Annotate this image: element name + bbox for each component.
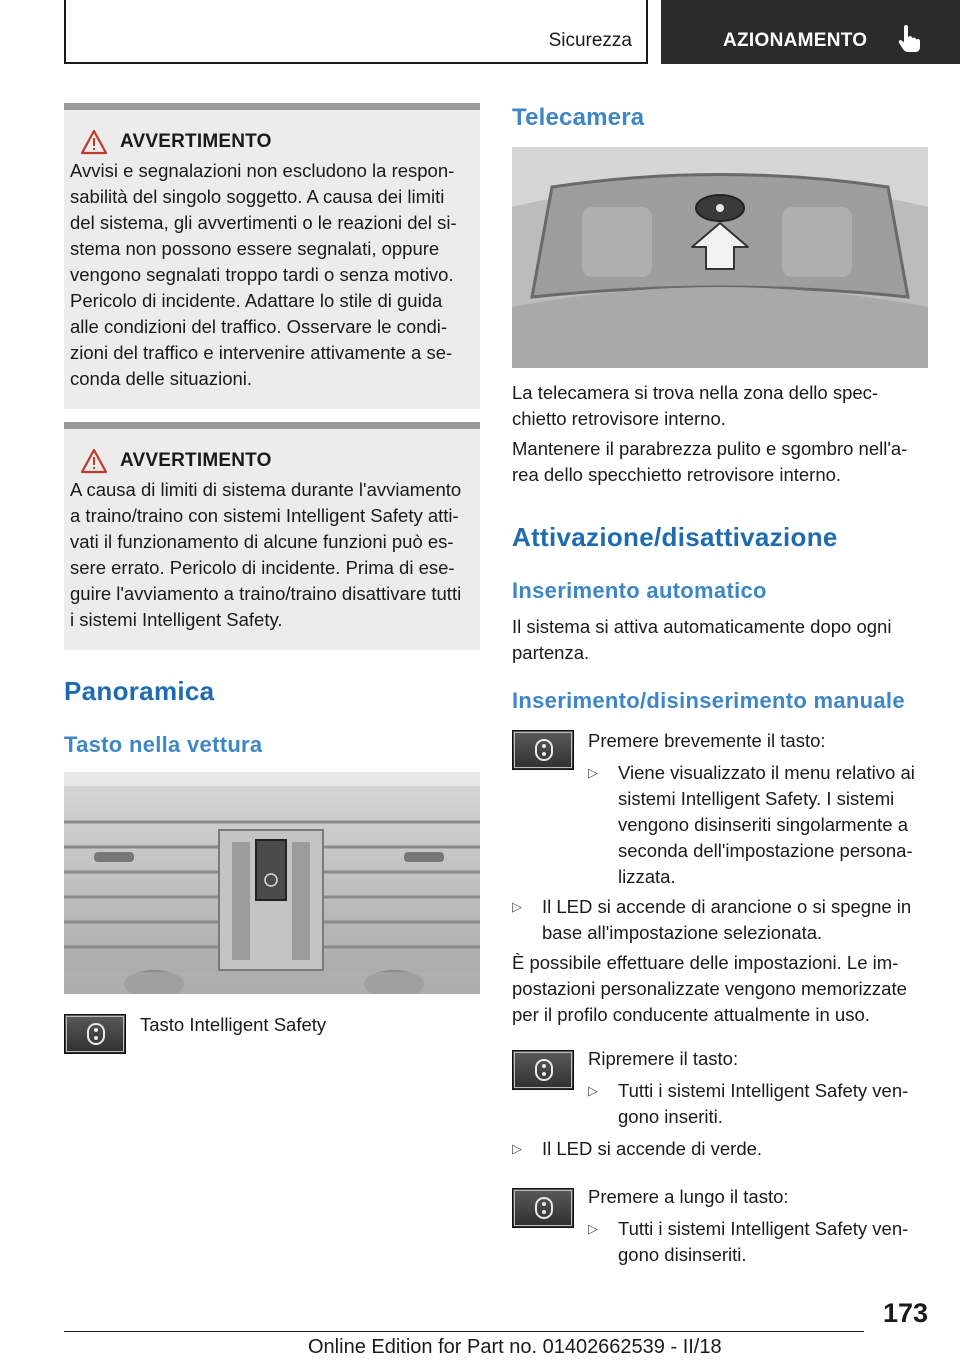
header-section-title: Sicurezza xyxy=(548,30,632,51)
step2-text: Ripremere il tasto: xyxy=(588,1048,739,1069)
warning-title: AVVERTIMENTO xyxy=(120,450,272,471)
intelligent-safety-button-icon xyxy=(64,1014,126,1054)
rear-mirror-camera-photo xyxy=(512,147,928,368)
button-caption: Tasto Intelligent Safety xyxy=(140,1014,327,1035)
warning-box-1 xyxy=(64,103,480,409)
bullet-triangle-icon: ▷ xyxy=(588,1083,598,1098)
hand-pointer-icon xyxy=(897,24,923,54)
bullet-triangle-icon: ▷ xyxy=(588,1221,598,1236)
warning-text: Avvisi e segnalazioni non escludono la respon- sabilità del singolo soggetto. A causa dei limiti del sistema, gli avvertimenti o le reazioni del si- stema non possono essere segnalati, oppure vengono segnalati troppo tardi o senza motivo. Pericolo di incidente. Adattare lo stile di guida alle condizioni del traffico. Osservare le condi- zioni del traffico e intervenire attivamente a se- conda delle situazioni. xyxy=(70,160,457,389)
page-number: 173 xyxy=(882,1298,928,1328)
settings-text: È possibile effettuare delle impostazioni. Le im- postazioni personalizzate vengono memorizzate per il profilo conducente attualmente in uso. xyxy=(512,952,907,1025)
dashboard-button-photo xyxy=(64,772,480,994)
step3-text: Premere a lungo il tasto: xyxy=(588,1186,789,1207)
heading-panoramica: Panoramica xyxy=(64,676,215,706)
heading-attivazione: Attivazione/disattivazione xyxy=(512,522,838,552)
bullet-triangle-icon: ▷ xyxy=(512,899,522,914)
heading-tasto-vettura: Tasto nella vettura xyxy=(64,732,263,757)
intelligent-safety-button-icon xyxy=(512,1188,574,1228)
header-section-box xyxy=(64,0,648,64)
step1-bullet: ▷ Viene visualizzato il menu relativo ai sistemi Intelligent Safety. I sistemi vengono disinseriti singolarmente a seconda dell'impostazione persona- lizzata. xyxy=(588,762,915,887)
step2-bullet: ▷ Tutti i sistemi Intelligent Safety ven- gono inseriti. xyxy=(588,1080,909,1127)
warning-text: A causa di limiti di sistema durante l'avviamento a traino/traino con sistemi Intelligent Safety atti- vati il funzionamento di alcune funzioni può es- sere errato. Pericolo di incidente. Prima di ese- guire l'avviamento a traino/traino disattivare tutti i sistemi Intelligent Safety. xyxy=(70,479,462,630)
heading-inserimento-manuale: Inserimento/disinserimento manuale xyxy=(512,688,905,713)
led-bullet-2: ▷ Il LED si accende di verde. xyxy=(512,1136,762,1162)
footer-edition: Online Edition for Part no. 01402662539 - II/18 xyxy=(308,1336,722,1358)
intelligent-safety-button-icon xyxy=(512,1050,574,1090)
led-bullet-1: ▷ Il LED si accende di arancione o si spegne in base all'impostazione selezionata. xyxy=(512,896,912,943)
warning-triangle-icon xyxy=(80,448,108,474)
footer-divider xyxy=(64,1331,864,1332)
auto-text: Il sistema si attiva automaticamente dopo ogni partenza. xyxy=(512,616,892,663)
heading-telecamera: Telecamera xyxy=(512,104,645,131)
step3-bullet: ▷ Tutti i sistemi Intelligent Safety ven- gono disinseriti. xyxy=(588,1218,909,1265)
heading-inserimento-automatico: Inserimento automatico xyxy=(512,578,767,603)
intelligent-safety-button-icon xyxy=(512,730,574,770)
step1-text: Premere brevemente il tasto: xyxy=(588,730,826,751)
warning-title: AVVERTIMENTO xyxy=(120,131,272,152)
bullet-triangle-icon: ▷ xyxy=(588,765,598,780)
header-chapter-tab xyxy=(661,0,960,64)
telecamera-para-1: La telecamera si trova nella zona dello spec- chietto retrovisore interno. xyxy=(512,382,879,429)
warning-triangle-icon xyxy=(80,129,108,155)
header-chapter-title: AZIONAMENTO xyxy=(723,30,868,51)
bullet-triangle-icon: ▷ xyxy=(512,1141,522,1156)
telecamera-para-2: Mantenere il parabrezza pulito e sgombro nell'a- rea dello specchietto retrovisore interno. xyxy=(512,438,908,485)
warning-box-2 xyxy=(64,422,480,650)
